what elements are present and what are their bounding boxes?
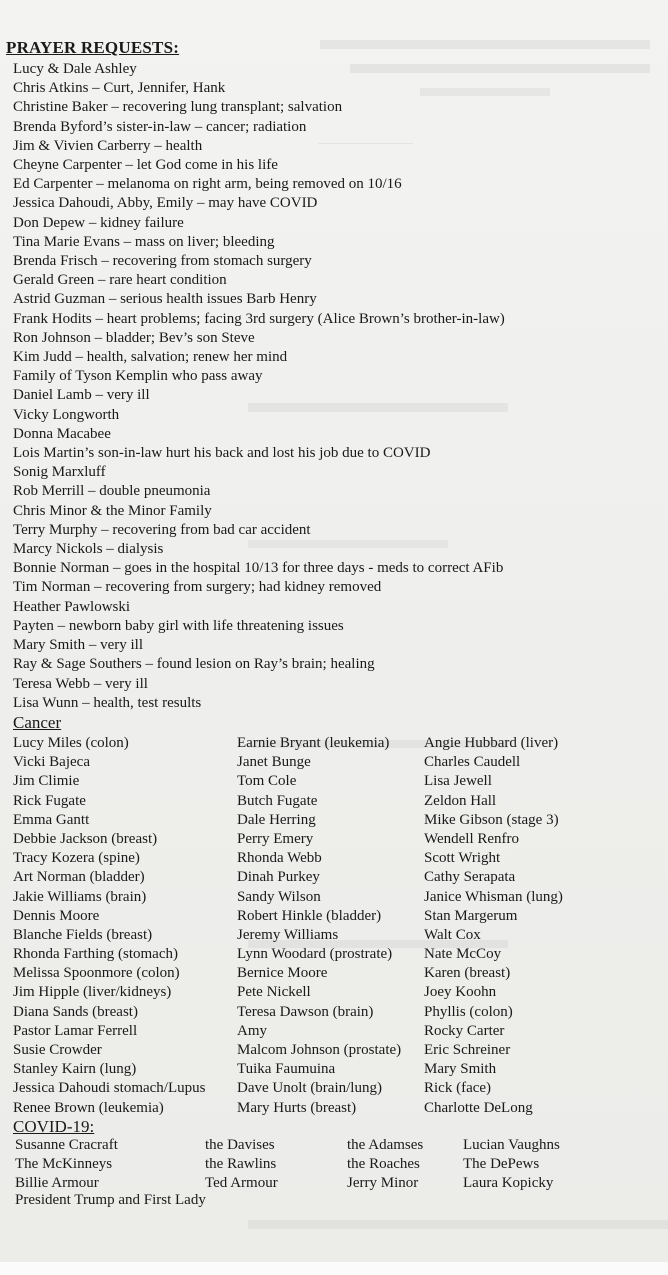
list-item: Charles Caudell [424, 754, 521, 771]
list-item: Astrid Guzman – serious health issues Barb Henry [13, 291, 317, 308]
list-item: Chris Minor & the Minor Family [13, 502, 212, 519]
list-item: Laura Kopicky [463, 1175, 554, 1192]
list-item: Lucy Miles (colon) [13, 735, 129, 751]
list-item: Brenda Frisch – recovering from stomach surgery [13, 253, 312, 270]
list-item: Teresa Webb – very ill [13, 675, 148, 692]
list-item: Janice Whisman (lung) [424, 888, 563, 905]
list-item: Teresa Dawson (brain) [237, 1003, 374, 1020]
list-item: Gerald Green – rare heart condition [13, 272, 227, 289]
list-item: the Adamses [347, 1137, 424, 1153]
list-item: Marcy Nickols – dialysis [13, 541, 164, 558]
list-item: Chris Atkins – Curt, Jennifer, Hank [13, 80, 226, 97]
list-item: Mary Smith – very ill [13, 637, 143, 654]
list-item: Stan Margerum [424, 907, 518, 924]
list-item: Lois Martin’s son-in-law hurt his back and lost his job due to COVID [13, 445, 431, 462]
list-item: Heather Pawlowski [13, 598, 131, 615]
list-item: Jerry Minor [347, 1175, 419, 1192]
covid-column-4 [463, 1136, 560, 1194]
list-item: Walt Cox [424, 926, 481, 943]
list-item: Emma Gantt [13, 811, 90, 828]
list-item: Jeremy Williams [237, 926, 339, 943]
list-item: Payten – newborn baby girl with life threatening issues [13, 617, 344, 634]
list-item: Jim & Vivien Carberry – health [13, 137, 203, 154]
list-item: Pastor Lamar Ferrell [13, 1022, 138, 1039]
list-item: The McKinneys [15, 1156, 113, 1173]
list-item: Don Depew – kidney failure [13, 214, 184, 231]
list-item: the Davises [205, 1137, 275, 1153]
list-item: Christine Baker – recovering lung transplant; salvation [13, 99, 343, 116]
cancer-column-2 [237, 734, 401, 1118]
list-item: Tina Marie Evans – mass on liver; bleeding [13, 233, 275, 250]
list-item: Janet Bunge [237, 754, 311, 771]
list-item: Lucy & Dale Ashley [13, 61, 137, 77]
list-item: Robert Hinkle (bladder) [237, 907, 382, 924]
list-item: Vicky Longworth [13, 406, 120, 423]
list-item: Pete Nickell [237, 984, 311, 1001]
list-item: Jessica Dahoudi, Abby, Emily – may have COVID [13, 195, 318, 212]
list-item: The DePews [463, 1156, 540, 1173]
list-item: Rhonda Webb [237, 850, 322, 867]
list-item: Brenda Byford’s sister-in-law – cancer; radiation [13, 118, 307, 135]
list-item: Lynn Woodard (prostrate) [237, 946, 393, 963]
list-item: Rob Merrill – double pneumonia [13, 483, 211, 500]
list-item: Earnie Bryant (leukemia) [237, 735, 390, 751]
list-item: Mike Gibson (stage 3) [424, 811, 559, 828]
cancer-column-1 [13, 734, 205, 1118]
covid-heading: COVID-19: [13, 1117, 95, 1136]
list-item: Perry Emery [237, 830, 314, 847]
list-item: Dale Herring [237, 811, 316, 828]
list-item: Tim Norman – recovering from surgery; had kidney removed [13, 579, 382, 596]
list-item: Kim Judd – health, salvation; renew her mind [13, 349, 288, 366]
list-item: Dave Unolt (brain/lung) [237, 1080, 382, 1097]
cancer-heading: Cancer [13, 713, 62, 732]
list-item: Stanley Kairn (lung) [13, 1061, 137, 1078]
list-item: Lisa Jewell [424, 773, 492, 790]
list-item: Malcom Johnson (prostate) [237, 1042, 402, 1058]
list-item: Cheyne Carpenter – let God come in his life [13, 157, 278, 174]
list-item: Dinah Purkey [237, 869, 320, 886]
list-item: Rick (face) [424, 1080, 492, 1097]
list-item: Ted Armour [205, 1175, 278, 1192]
list-item: Scott Wright [424, 850, 501, 867]
list-item: Debbie Jackson (breast) [13, 830, 158, 847]
list-item: Bernice Moore [237, 965, 328, 982]
covid-column-2 [205, 1136, 278, 1194]
list-item: Jessica Dahoudi stomach/Lupus [13, 1080, 206, 1097]
list-item: Blanche Fields (breast) [13, 926, 153, 943]
list-item: Lucian Vaughns [463, 1137, 560, 1153]
list-item: Zeldon Hall [424, 792, 497, 809]
list-item: Mary Hurts (breast) [237, 1099, 357, 1116]
list-item: Terry Murphy – recovering from bad car accident [13, 521, 311, 538]
list-item: Mary Smith [424, 1061, 497, 1078]
list-item: Cathy Serapata [424, 869, 516, 886]
scan-edge [0, 1262, 668, 1275]
list-item: Vicki Bajeca [13, 754, 90, 771]
list-item: Amy [237, 1022, 267, 1039]
list-item: Butch Fugate [237, 792, 318, 809]
list-item: Jakie Williams (brain) [13, 888, 147, 905]
list-item: Billie Armour [15, 1175, 99, 1192]
closing-line: President Trump and First Lady [15, 1192, 206, 1208]
prayer-request-list [13, 60, 505, 713]
list-item: Donna Macabee [13, 425, 111, 442]
list-item: Rocky Carter [424, 1022, 505, 1039]
list-item: Angie Hubbard (liver) [424, 735, 559, 751]
list-item: Dennis Moore [13, 907, 100, 924]
list-item: Daniel Lamb – very ill [13, 387, 150, 404]
list-item: Susanne Cracraft [15, 1137, 118, 1153]
cancer-column-3 [424, 734, 563, 1118]
list-item: Tom Cole [237, 773, 297, 790]
list-item: Susie Crowder [13, 1042, 102, 1058]
list-item: Renee Brown (leukemia) [13, 1099, 164, 1116]
covid-column-3 [347, 1136, 423, 1194]
list-item: Eric Schreiner [424, 1042, 511, 1058]
list-item: Sandy Wilson [237, 888, 321, 905]
list-item: Wendell Renfro [424, 830, 520, 847]
list-item: Rhonda Farthing (stomach) [13, 946, 178, 963]
prayer-requests-heading: PRAYER REQUESTS: [6, 38, 180, 57]
list-item: Ray & Sage Southers – found lesion on Ray’s brain; healing [13, 656, 375, 673]
list-item: Bonnie Norman – goes in the hospital 10/13 for three days - meds to correct AFib [13, 560, 504, 577]
list-item: Sonig Marxluff [13, 464, 106, 481]
list-item: Karen (breast) [424, 965, 511, 982]
list-item: the Roaches [347, 1156, 420, 1173]
list-item: Ron Johnson – bladder; Bev’s son Steve [13, 329, 255, 346]
list-item: Nate McCoy [424, 946, 502, 963]
list-item: the Rawlins [205, 1156, 277, 1173]
list-item: Lisa Wunn – health, test results [13, 694, 202, 711]
covid-column-1 [15, 1136, 118, 1194]
list-item: Tracy Kozera (spine) [13, 850, 140, 867]
list-item: Art Norman (bladder) [13, 869, 145, 886]
list-item: Ed Carpenter – melanoma on right arm, being removed on 10/16 [13, 176, 402, 193]
list-item: Jim Hipple (liver/kidneys) [13, 984, 172, 1001]
list-item: Jim Climie [13, 773, 80, 790]
list-item: Rick Fugate [13, 792, 86, 809]
list-item: Diana Sands (breast) [13, 1003, 138, 1020]
list-item: Frank Hodits – heart problems; facing 3rd surgery (Alice Brown’s brother-in-law) [13, 310, 505, 327]
list-item: Tuika Faumuina [237, 1061, 336, 1078]
list-item: Melissa Spoonmore (colon) [13, 965, 180, 982]
list-item: Family of Tyson Kemplin who pass away [13, 368, 263, 385]
list-item: Phyllis (colon) [424, 1003, 513, 1020]
list-item: Joey Koohn [424, 984, 497, 1001]
list-item: Charlotte DeLong [424, 1099, 533, 1116]
